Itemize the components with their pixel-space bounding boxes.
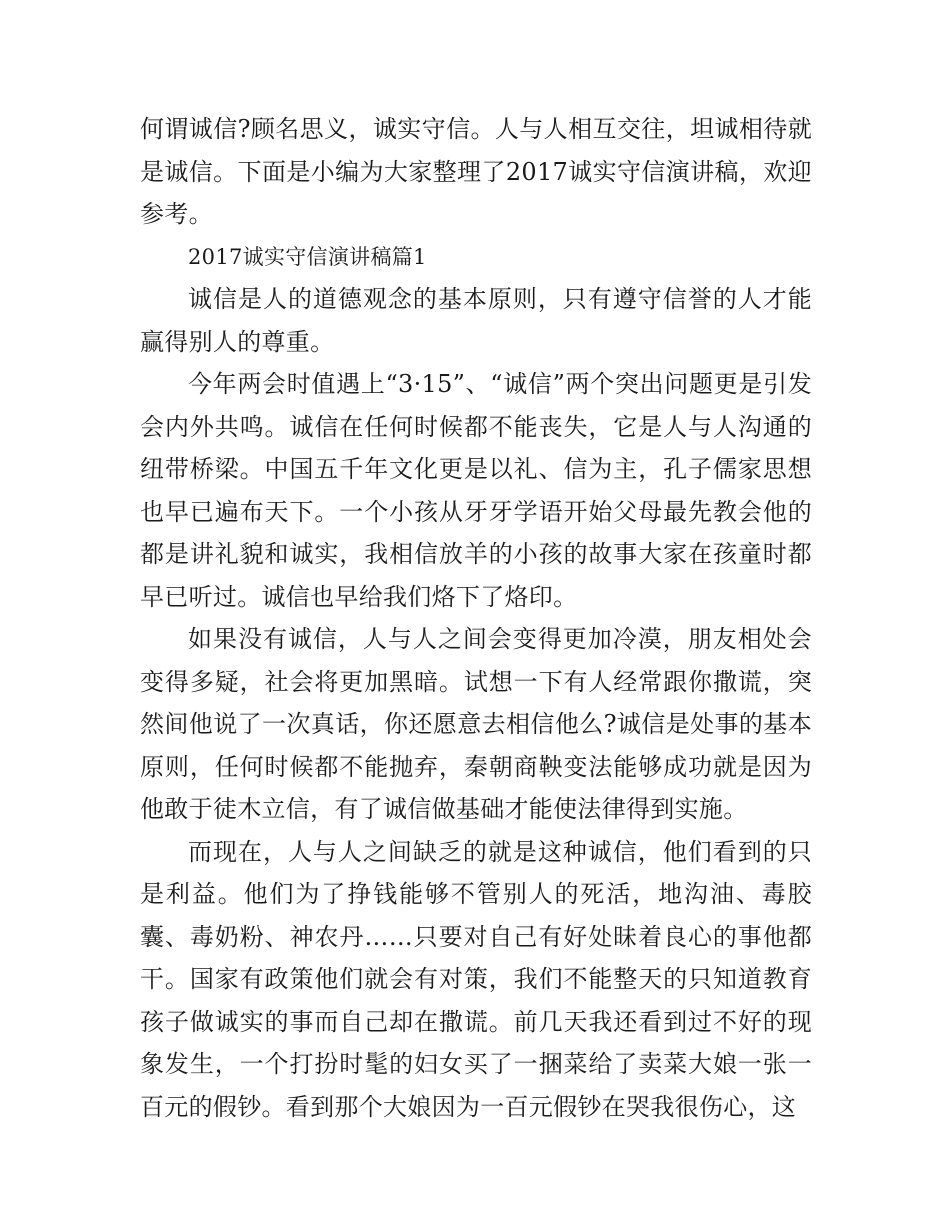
body-paragraph: 如果没有诚信，人与人之间会变得更加冷漠，朋友相处会变得多疑，社会将更加黑暗。试想一下有人经常跟你撒谎，突然间他说了一次真话，你还愿意去相信他么?诚信是处事的基本原则，任何时候都不能抛弃，秦朝商鞅变法能够成功就是因为他敢于徒木立信，有了诚信做基础才能使法律得到实施。 (140, 625, 812, 823)
body-paragraph: 诚信是人的道德观念的基本原则，只有遵守信誉的人才能赢得别人的尊重。 (140, 285, 812, 356)
section-heading: 2017诚实守信演讲稿篇1 (188, 244, 427, 269)
intro-paragraph: 何谓诚信?顾名思义，诚实守信。人与人相互交往，坦诚相待就是诚信。下面是小编为大家整理了2017诚实守信演讲稿，欢迎参考。 (140, 115, 812, 228)
document-body (140, 108, 812, 1128)
body-paragraph: 而现在，人与人之间缺乏的就是这种诚信，他们看到的只是利益。他们为了挣钱能够不管别人的死活，地沟油、毒胶囊、毒奶粉、神农丹……只要对自己有好处昧着良心的事他都干。国家有政策他们就会有对策，我们不能整天的只知道教育孩子做诚实的事而自己却在撒谎。前几天我还看到过不好的现象发生，一个打扮时髦的妇女买了一捆菜给了卖菜大娘一张一百元的假钞。看到那个大娘因为一百元假钞在哭我很伤心，这 (140, 837, 812, 1121)
body-paragraph: 今年两会时值遇上“3·15”、“诚信”两个突出问题更是引发会内外共鸣。诚信在任何时候都不能丧失，它是人与人沟通的纽带桥梁。中国五千年文化更是以礼、信为主，孔子儒家思想也早已遍布天下。一个小孩从牙牙学语开始父母最先教会他的都是讲礼貌和诚实，我相信放羊的小孩的故事大家在孩童时都早已听过。诚信也早给我们烙下了烙印。 (140, 370, 812, 611)
